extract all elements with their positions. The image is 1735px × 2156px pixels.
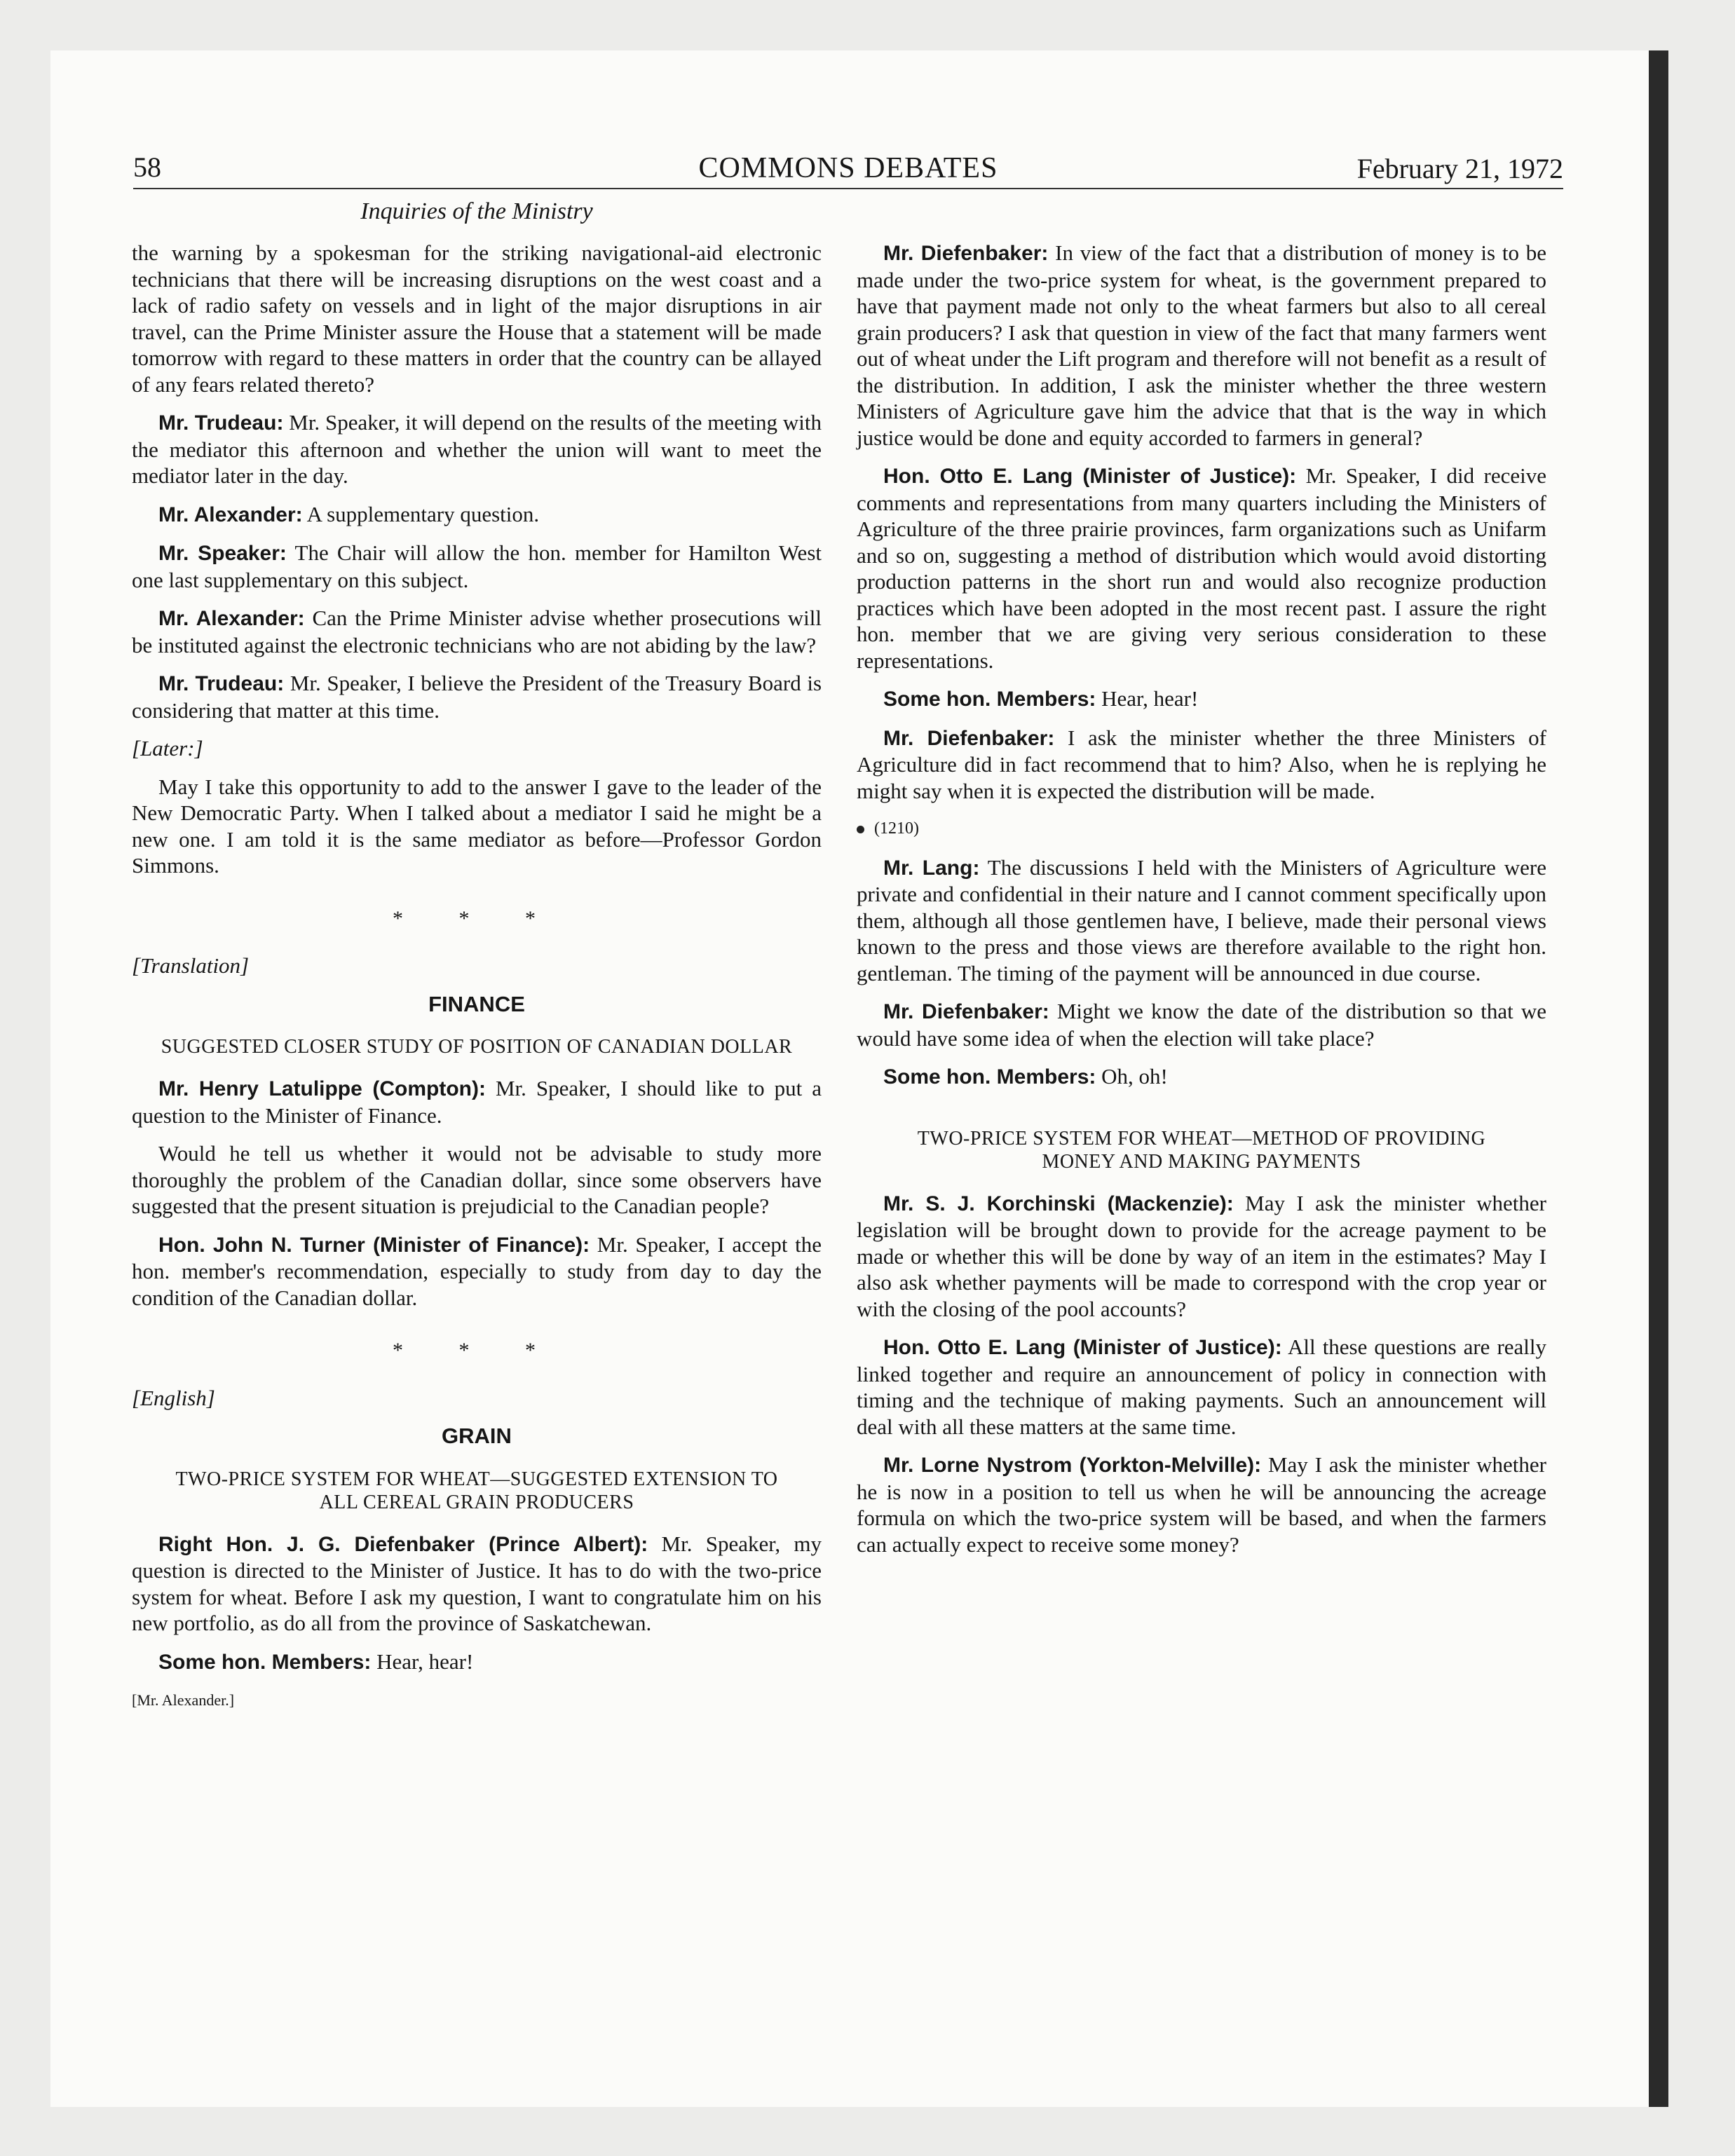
- speaker-name: Mr. S. J. Korchinski (Mackenzie):: [883, 1192, 1234, 1215]
- speaker-name: Hon. John N. Turner (Minister of Finance):: [158, 1233, 590, 1257]
- left-column: [132, 240, 822, 1714]
- speaker-name: Mr. Diefenbaker:: [883, 242, 1049, 265]
- paragraph: [857, 1452, 1546, 1557]
- speaker-name: Mr. Henry Latulippe (Compton):: [158, 1077, 486, 1100]
- speech-text: I ask the minister whether the three Ministers of Agriculture did in fact recommend that to him? Also, when he is replying he might say when it is expected the distribution will be made.: [857, 725, 1546, 803]
- time-marker: [857, 816, 1546, 842]
- speech-text: May I ask the minister whether legislation will be brought down to provide for the acreage payment to be made or whether this will be done by way of an item in the estimates? May I also ask whether payments will be made to correspond with the crop year or with the closing of the pool accounts?: [857, 1190, 1546, 1321]
- paragraph: [132, 670, 822, 723]
- translation-marker: [Translation]: [132, 953, 250, 978]
- speech-text: Mr. Speaker, I accept the hon. member's recommendation, especially to study from day to day the condition of the Canadian dollar.: [132, 1231, 822, 1310]
- section-heading-finance: FINANCE: [428, 991, 525, 1016]
- page-number: 58: [133, 151, 161, 183]
- speech-text: Can the Prime Minister advise whether prosecutions will be instituted against the electronic technicians who are not abiding by the law?: [132, 606, 822, 657]
- paragraph: [132, 1649, 822, 1676]
- paragraph: [857, 463, 1546, 674]
- paragraph: [857, 1190, 1546, 1323]
- bullet-icon: [857, 826, 864, 833]
- speaker-name: Mr. Lorne Nystrom (Yorkton-Melville):: [883, 1454, 1262, 1477]
- speaker-name: Mr. Alexander:: [158, 607, 305, 630]
- speech-text: All these questions are really linked together and require an announcement of policy in connection with timing and the technique of making payments. Such an announcement will deal with all these matters at the same time.: [857, 1335, 1547, 1439]
- paragraph: [857, 685, 1546, 713]
- speech-text: Mr. Speaker, my question is directed to the Minister of Justice. It has to do with the two-price system for wheat. Before I ask my question, I want to congratulate him on his new portfolio, as do all from the province of Saskatchewan.: [132, 1531, 822, 1635]
- language-marker: [English]: [132, 1385, 215, 1410]
- speaker-name: Right Hon. J. G. Diefenbaker (Prince Albert):: [158, 1532, 648, 1556]
- later-marker: [Later:]: [132, 736, 203, 760]
- subheading: TWO-PRICE SYSTEM FOR WHEAT—SUGGESTED EXTENSION TO ALL CEREAL GRAIN PRODUCERS: [175, 1468, 778, 1513]
- paragraph: Would he tell us whether it would not be advisable to study more thoroughly the problem of the Canadian dollar, since some observers have suggested that the present situation is prejudicial to the Canadian people?: [132, 1141, 822, 1218]
- speech-text: Mr. Speaker, I believe the President of the Treasury Board is considering that matter at this time.: [132, 671, 822, 723]
- speaker-name: Mr. Alexander:: [158, 503, 303, 526]
- speech-text: Oh, oh!: [1096, 1064, 1168, 1089]
- speech-text: Hear, hear!: [371, 1649, 474, 1674]
- speaker-name: Some hon. Members:: [883, 688, 1096, 711]
- subheading: TWO-PRICE SYSTEM FOR WHEAT—METHOD OF PROVIDING MONEY AND MAKING PAYMENTS: [917, 1127, 1486, 1173]
- speaker-name: Mr. Diefenbaker:: [883, 726, 1055, 750]
- right-column: [857, 240, 1546, 1569]
- time-stamp: (1210): [874, 819, 919, 838]
- paragraph: [132, 605, 822, 658]
- speech-text: Mr. Speaker, it will depend on the results of the meeting with the mediator this afternoon and whether the union will want to meet the mediator later in the day.: [132, 410, 822, 488]
- paragraph: [132, 409, 822, 489]
- binding-edge: [1649, 50, 1668, 2107]
- publication-title: COMMONS DEBATES: [698, 152, 998, 184]
- paragraph: May I take this opportunity to add to the answer I gave to the leader of the New Democratic Party. When I talked about a mediator I said he might be a new one. I am told it is the same mediator as before—Professor Gordon Simmons.: [132, 774, 822, 878]
- speaker-name: Mr. Trudeau:: [158, 411, 284, 435]
- speech-text: In view of the fact that a distribution of money is to be made under the two-price system for wheat, is the government prepared to have that payment made not only to the wheat farmers but also to all cereal grain producers? I ask that question in view of the fact that many farmers went out of wheat under the Lift program and therefore will not benefit as a result of the distribution. In addition, I ask the minister whether the three western Ministers of Agriculture gave him the advice that that is the way in which justice would be done and equity accorded to farmers in general?: [857, 240, 1546, 450]
- speech-text: Mr. Speaker, I did receive comments and representations from many quarters including the Ministers of Agriculture of the three prairie provinces, farm organizations such as Unifarm and so on, suggesting a method of distribution which would avoid distorting production patterns in the short run and would also recognize production practices which have been adopted in the most recent past. I assure the right hon. member that we are giving very serious consideration to these representations.: [857, 463, 1546, 673]
- speech-text: Might we know the date of the distribution so that we would have some idea of when the election will take place?: [857, 999, 1546, 1051]
- speech-text: May I ask the minister whether he is now in a position to tell us when he will be announcing the acreage formula on which the two-price system will be based, and when the farmers can actually expect to receive some money?: [857, 1452, 1547, 1557]
- publication-date: February 21, 1972: [1356, 153, 1563, 184]
- section-separator: * * *: [393, 906, 561, 930]
- paragraph: [132, 540, 822, 593]
- speaker-name: Mr. Speaker:: [158, 542, 287, 565]
- speech-text: The Chair will allow the hon. member for Hamilton West one last supplementary on this subject.: [132, 540, 822, 592]
- speaker-name: Mr. Diefenbaker:: [883, 1000, 1049, 1023]
- speech-text: The discussions I held with the Ministers of Agriculture were private and confidential in their nature and I cannot comment specifically upon them, although all those gentlemen have, I believe, made their personal views known to the press and those views are therefore available to the right hon. gentleman. The timing of the payment will be announced in due course.: [857, 854, 1546, 985]
- paragraph: [857, 854, 1546, 987]
- running-head: Inquiries of the Ministry: [360, 198, 593, 224]
- paragraph: [132, 1231, 822, 1311]
- section-heading-grain: GRAIN: [442, 1424, 512, 1448]
- paragraph: [132, 1075, 822, 1128]
- paragraph: the warning by a spokesman for the striking navigational-aid electronic technicians that there will be increasing disruptions on the west coast and a lack of radio safety on vessels and in light of the major disruptions in air travel, can the Prime Minister assure the House that a statement will be made tomorrow with regard to these matters in order that the country can be allayed of any fears related thereto?: [132, 240, 822, 397]
- section-separator: * * *: [393, 1339, 561, 1362]
- speaker-name: Mr. Lang:: [883, 856, 980, 880]
- speaker-name: Hon. Otto E. Lang (Minister of Justice):: [883, 1336, 1282, 1359]
- paragraph: [857, 998, 1546, 1051]
- speech-text: Mr. Speaker, I should like to put a question to the Minister of Finance.: [132, 1076, 822, 1128]
- subheading: SUGGESTED CLOSER STUDY OF POSITION OF CANADIAN DOLLAR: [161, 1036, 793, 1058]
- paragraph: [132, 501, 822, 528]
- speech-text: Hear, hear!: [1096, 686, 1199, 711]
- speaker-name: Mr. Trudeau:: [158, 672, 285, 695]
- speech-text: A supplementary question.: [302, 501, 540, 526]
- speaker-name: Hon. Otto E. Lang (Minister of Justice):: [883, 465, 1297, 488]
- paragraph: [857, 240, 1546, 451]
- paragraph: [132, 1531, 822, 1637]
- speaker-name: Some hon. Members:: [883, 1065, 1096, 1089]
- page-header: [133, 147, 1563, 189]
- paragraph: [857, 1063, 1546, 1091]
- speaker-name: Some hon. Members:: [158, 1650, 372, 1674]
- paragraph: [857, 725, 1546, 805]
- paragraph: [857, 1334, 1546, 1440]
- footer-reference: [Mr. Alexander.]: [132, 1691, 235, 1709]
